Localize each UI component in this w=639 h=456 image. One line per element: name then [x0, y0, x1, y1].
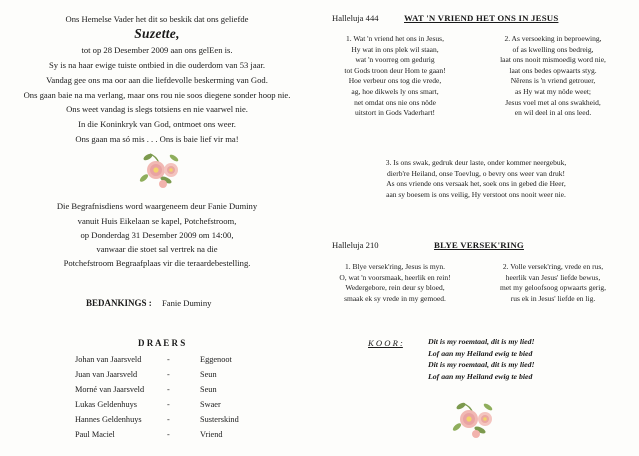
deceased-name: Suzette, [134, 26, 180, 41]
verse-line: en wil deel in al ons leed. [514, 108, 592, 118]
bearers-heading: D R A E R S [138, 338, 186, 348]
koor-block [428, 336, 535, 382]
bearer-name: Paul Maciel [75, 430, 115, 439]
bearer-separator: - [167, 385, 170, 394]
verse-line: 1. Wat 'n vriend het ons in Jesus, [346, 34, 444, 43]
announcement-line-4: Sy is na haar ewige tuiste ontbied in die ouderdom van 53 jaar. [49, 60, 265, 70]
bearer-name: Johan van Jaarsveld [75, 355, 142, 364]
verse-line: net omdat ons nie ons nöde [354, 97, 436, 107]
verse-line: Nêrens is 'n vriend getrouer, [510, 76, 596, 86]
verse-line: Hoe verbeur ons tog die vrede, [348, 76, 442, 86]
verse-line: 2. Volle versek'ring, vrede en rus, [502, 262, 604, 271]
verse-line: O, wat 'n voorsmaak, heerlik en rein! [339, 272, 451, 282]
hymn-1-verse-3 [336, 158, 616, 200]
verse-line: 3. Is ons swak, gedruk deur laste, onder kommer neergebuk, [385, 158, 567, 167]
service-line-2: vanuit Huis Eikelaan se kapel, Potchefstroom, [77, 216, 237, 226]
hymn-1-verse-2 [478, 34, 628, 119]
verse-line: as Hy wat my nöde weet; [514, 86, 592, 96]
announcement-line-1: Ons Hemelse Vader het dit so beskik dat ons geliefde [65, 14, 249, 24]
verse-line: 1. Blye versek'ring, Jesus is myn. [344, 262, 446, 271]
announcement-line-6: Ons gaan baie na ma verlang, maar ons rou nie soos diegene sonder hoop nie. [23, 90, 291, 100]
hymn-2-title: BLYE VERSEK'RING [434, 240, 524, 250]
verse-line: Hy wat in ons plek wil staan, [351, 44, 439, 54]
announcement-line-9: Ons gaan ma só mis . . . Ons is baie lief vir ma! [75, 134, 239, 144]
announcement-line-5: Vandag gee ons ma oor aan die liefdevolle beskerming van God. [46, 75, 268, 85]
bearer-name: Morné van Jaarsveld [75, 385, 145, 394]
koor-line: Dit is my roemtaal, dit is my lied! [428, 337, 535, 346]
verse-line: ag, hoe dikwels ly ons smart, [351, 86, 439, 96]
thanks-name: Fanie Duminy [162, 298, 212, 308]
verse-line: dierb're Heiland, onse Toevlug, o bevry ons weer van druk! [387, 168, 565, 178]
left-panel [0, 0, 314, 456]
bearer-name: Lukas Geldenhuys [75, 400, 137, 409]
verse-line: tot Gods troon deur Hom te gaan! [344, 65, 446, 75]
rose-flower-icon [136, 148, 186, 192]
bearer-separator: - [167, 430, 170, 439]
announcement-line-7: Ons weet vandag is slegs totsiens en nie vaarwel nie. [66, 104, 248, 114]
service-line-3: op Donderdag 31 Desember 2009 om 14:00, [80, 230, 234, 240]
verse-line: 2. As versoeking in beproewing, [504, 34, 602, 43]
verse-line: aan sy boesem is ons veilig, Hy verstoot ons nooit weer nie. [386, 189, 566, 199]
verse-line: rus ek in Jesus' liefde en lig. [510, 293, 596, 303]
bearer-separator: - [167, 355, 170, 364]
service-line-1: Die Begrafnisdiens word waargeneem deur Fanie Duminy [56, 201, 258, 211]
bearer-separator: - [167, 370, 170, 379]
bearer-separator: - [167, 400, 170, 409]
verse-line: smaak ek sy vrede in my gemoed. [344, 293, 446, 303]
verse-line: wat 'n voorreg om gedurig [355, 55, 435, 65]
hymn-2-number: Halleluja 210 [332, 240, 379, 250]
verse-line: met my geloofsoog opwaarts gerig, [499, 283, 607, 293]
announcement-line-3: tot op 28 Desember 2009 aan ons gelEen is. [81, 45, 233, 55]
verse-line: heerlik van Jesus' liefde bewus, [505, 272, 601, 282]
verse-line: uitstort in Gods Vaderhart! [354, 108, 436, 118]
verse-line: laat ons bedes opwaarts styg. [509, 65, 597, 75]
koor-line: Lof aan my Heiland ewig te bied [428, 371, 533, 381]
bearer-name: Juan van Jaarsveld [75, 370, 138, 379]
bearer-relation: Swaer [200, 400, 221, 409]
hymn-1-title: WAT 'N VRIEND HET ONS IN JESUS [404, 13, 559, 23]
announcement-line-8: In die Koninkryk van God, ontmoet ons weer. [78, 119, 236, 129]
right-panel [318, 0, 639, 456]
service-line-5: Potchefstroom Begraafplaas vir die teraardebestelling. [63, 258, 251, 268]
thanks-label: BEDANKINGS : [86, 298, 152, 308]
hymn-1-number: Halleluja 444 [332, 13, 379, 23]
service-line-4: vanwaar die stoet sal vertrek na die [96, 244, 218, 254]
bearer-relation: Seun [200, 370, 217, 379]
hymn-2-verse-2 [478, 262, 628, 304]
verse-line: As ons vriende ons versaak het, soek ons in gebed die Heer, [386, 179, 566, 189]
rose-flower-icon [448, 396, 500, 442]
koor-line: Dit is my roemtaal, dit is my lied! [428, 360, 535, 370]
hymn-1-verse-1 [320, 34, 470, 119]
koor-line: Lof aan my Heiland ewig te bied [428, 348, 533, 358]
bearer-relation: Seun [200, 385, 217, 394]
verse-line: Jesus voel met al ons swakheid, [505, 97, 601, 107]
bearer-separator: - [167, 415, 170, 424]
verse-line: of as kwelling ons bedreig, [512, 44, 594, 54]
verse-line: laat ons nooit mismoedig word nie, [500, 55, 606, 65]
verse-line: Wedergebore, rein deur sy bloed, [345, 283, 445, 293]
bearer-relation: Susterskind [200, 415, 239, 424]
bearer-relation: Vriend [200, 430, 223, 439]
koor-label: K O O R : [368, 338, 403, 348]
hymn-2-verse-1 [320, 262, 470, 304]
bearer-name: Hannes Geldenhuys [75, 415, 142, 424]
bearer-relation: Eggenoot [200, 355, 232, 364]
